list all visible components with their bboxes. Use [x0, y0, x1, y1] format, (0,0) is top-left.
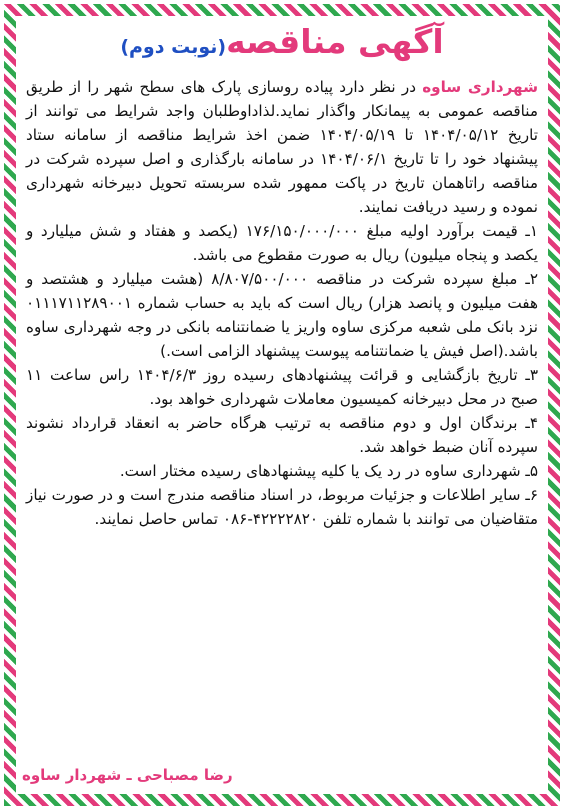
notice-panel: [16, 16, 548, 794]
decorative-border: [4, 4, 560, 806]
notice-title: [26, 20, 538, 69]
signature: رضا مصباحی ـ شهردار ساوه: [22, 766, 233, 784]
condition-item-6: ۶ـ سایر اطلاعات و جزئیات مربوط، در اسناد مناقصه مندرج است و در صورت نیاز متقاضیان می توانند با شماره تلفن ۴۲۲۲۲۸۲۰-۰۸۶ تماس حاصل نمایند.: [26, 486, 538, 528]
condition-item-1: ۱ـ قیمت برآورد اولیه مبلغ ۱۷۶/۱۵۰/۰۰۰/۰۰۰ (یکصد و هفتاد و شش میلیارد و یکصد و پنجاه میلیون) ریال به صورت مقطوع می باشد.: [26, 222, 538, 264]
title-main: آگهی مناقصه: [226, 22, 444, 61]
condition-item-4: ۴ـ برندگان اول و دوم مناقصه به ترتیب هرگاه حاضر به انعقاد قرارداد نشوند سپرده آنان ضبط خواهد شد.: [26, 414, 538, 456]
intro-text: در نظر دارد پیاده روسازی پارک های سطح شهر را از طریق مناقصه عمومی به پیمانکار واگذار نماید.لذاداوطلبان واجد شرایط می توانند از تاریخ ۱۴۰۴/۰۵/۱۲ تا ۱۴۰۴/۰۵/۱۹ ضمن اخذ شرایط مناقصه از سامانه ستاد پیشنهاد خود را تا تاریخ ۱۴۰۴/۰۶/۱ در سامانه بارگذاری و اصل سپرده شرکت در مناقصه راتاهمان تاریخ در پاکت ممهور شده سربسته تحویل دبیرخانه شهرداری نموده و رسید دریافت نمایند.: [26, 78, 538, 216]
condition-item-5: ۵ـ شهرداری ساوه در رد یک یا کلیه پیشنهادهای رسیده مختار است.: [119, 462, 538, 480]
intro-paragraph: [26, 75, 538, 219]
title-sub: (نوبت دوم): [120, 36, 227, 58]
organization-name: شهرداری ساوه: [422, 78, 539, 96]
condition-item-2: ۲ـ مبلغ سپرده شرکت در مناقصه ۸/۸۰۷/۵۰۰/۰۰۰ (هشت میلیارد و هشتصد و هفت میلیون و پانصد هزار) ریال است که باید به حساب شماره ۰۱۱۱۷۱۱۲۸۹۰۰۱ نزد بانک ملی شعبه مرکزی ساوه واریز یا ضمانتنامه بانکی در وجه شهرداری ساوه باشد.(اصل فیش یا ضمانتنامه پیوست پیشنهاد الزامی است.): [26, 270, 538, 360]
condition-item-3: ۳ـ تاریخ بازگشایی و قرائت پیشنهادهای رسیده روز ۱۴۰۴/۶/۳ راس ساعت ۱۱ صبح در محل دبیرخانه کمیسیون معاملات شهرداری خواهد بود.: [26, 366, 538, 408]
